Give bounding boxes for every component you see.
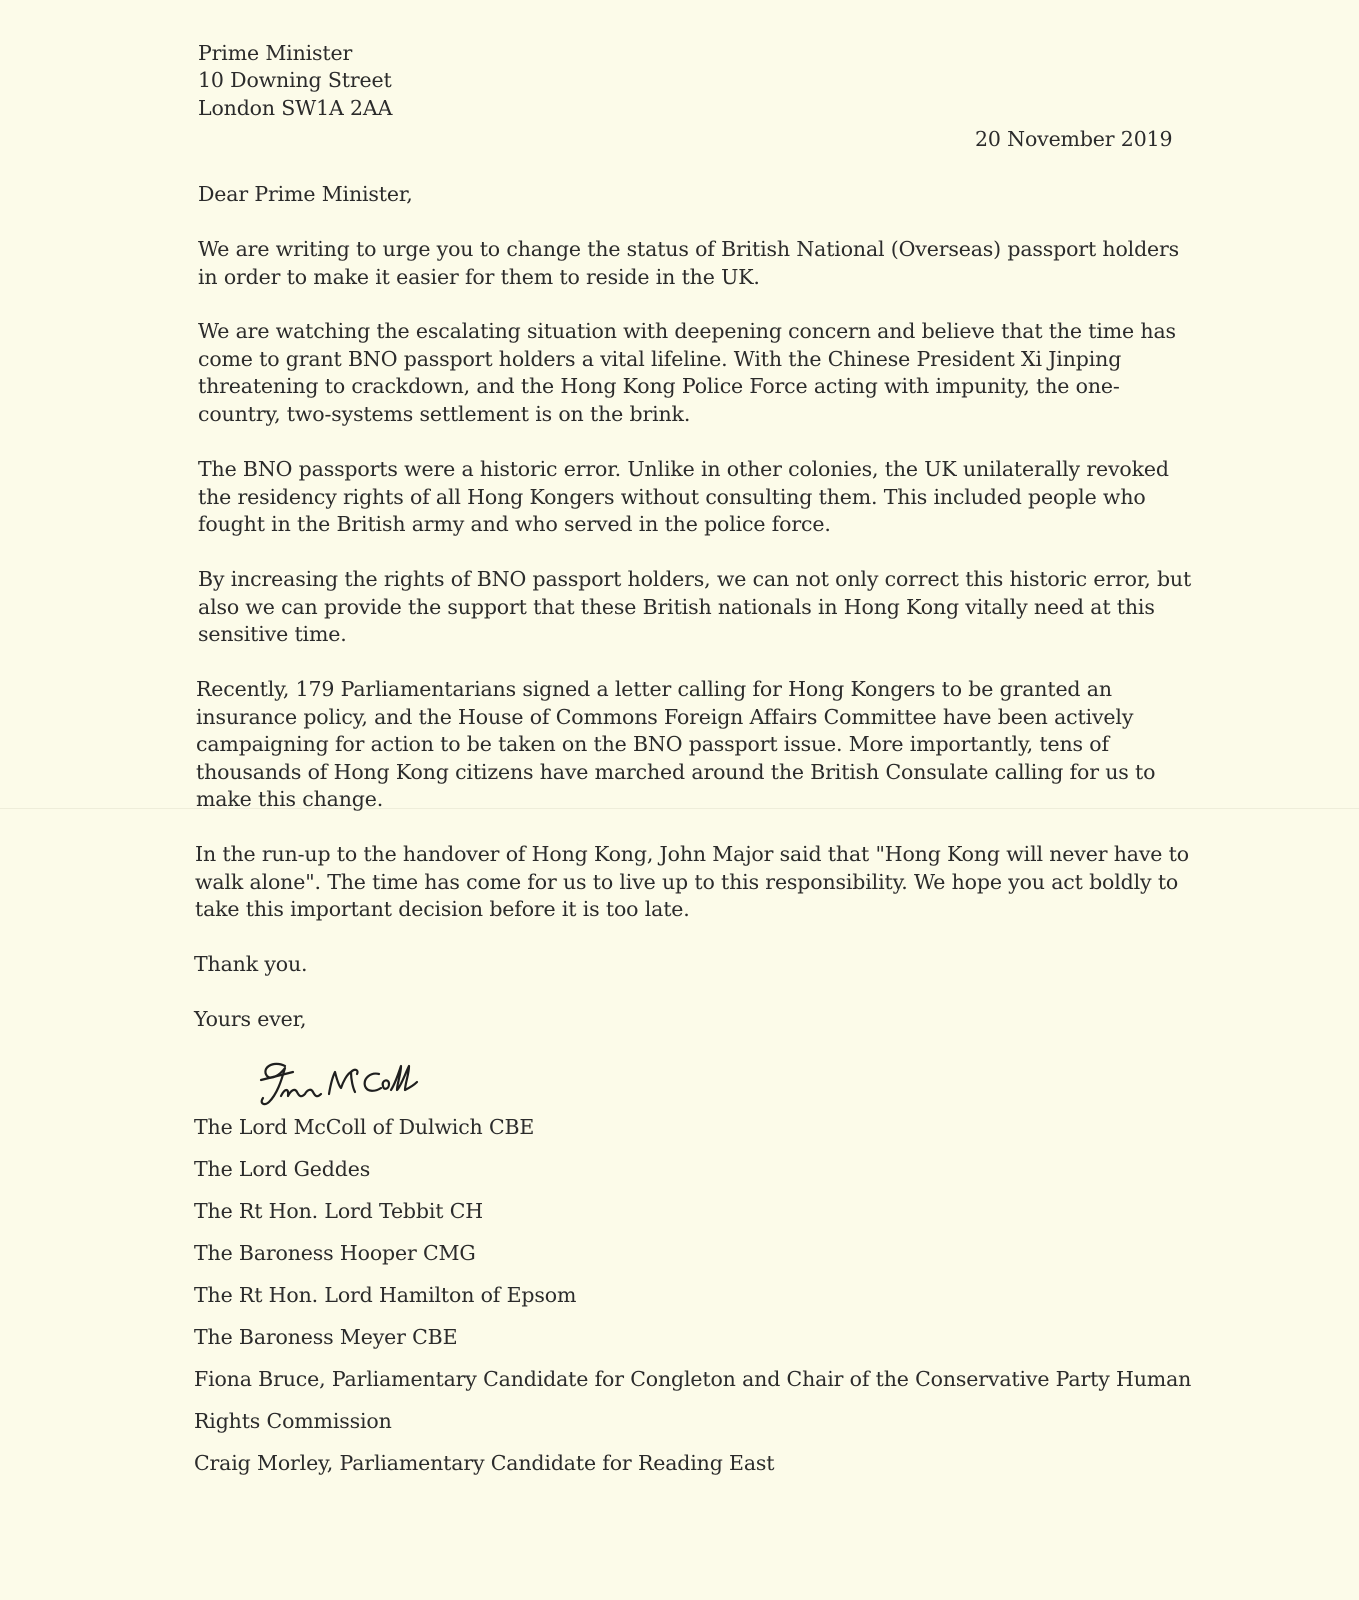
paragraph-line: Recently, 179 Parliamentarians signed a letter calling for Hong Kongers to be granted an <box>196 677 1112 701</box>
paragraph-4 <box>198 566 1192 649</box>
paragraph-3 <box>198 456 1178 539</box>
signatory: The Lord McColl of Dulwich CBE <box>194 1115 535 1139</box>
recipient-line-1: Prime Minister <box>198 41 353 65</box>
paragraph-6 <box>195 841 1189 924</box>
closing-line: Yours ever, <box>194 1007 307 1031</box>
signatory: The Rt Hon. Lord Hamilton of Epsom <box>194 1283 577 1307</box>
signatory: Rights Commission <box>194 1409 392 1433</box>
paragraph-line: take this important decision before it is too late. <box>195 897 690 921</box>
paragraph-line: fought in the British army and who served in the police force. <box>198 512 831 536</box>
paragraph-line: We are writing to urge you to change the status of British National (Overseas) passport holders <box>198 237 1180 261</box>
paragraph-line: walk alone". The time has come for us to live up to this responsibility. We hope you act boldly to <box>195 869 1179 894</box>
signatory: The Rt Hon. Lord Tebbit CH <box>194 1199 483 1223</box>
paragraph-line: thousands of Hong Kong citizens have marched around the British Consulate calling for us to <box>196 759 1156 784</box>
paragraph-line: threatening to crackdown, and the Hong Kong Police Force acting with impunity, the one- <box>198 374 1120 398</box>
paragraph-line: insurance policy, and the House of Commons Foreign Affairs Committee have been actively <box>196 704 1134 729</box>
paragraph-line: in order to make it easier for them to reside in the UK. <box>198 264 760 289</box>
paragraph-line: also we can provide the support that these British nationals in Hong Kong vitally need at this <box>198 594 1155 619</box>
paragraph-line: The BNO passports were a historic error. Unlike in other colonies, the UK unilaterally revoked <box>198 457 1169 481</box>
paragraph-line: country, two-systems settlement is on the brink. <box>198 401 691 426</box>
signatory: The Lord Geddes <box>194 1157 371 1181</box>
signatory: The Baroness Meyer CBE <box>194 1325 458 1349</box>
paragraph-5 <box>196 676 1176 814</box>
thanks-line: Thank you. <box>194 952 308 976</box>
paragraph-line: By increasing the rights of BNO passport holders, we can not only correct this historic error, but <box>198 567 1192 591</box>
paragraph-line: make this change. <box>196 787 384 811</box>
paragraph-line: the residency rights of all Hong Kongers without consulting them. This included people who <box>198 484 1146 509</box>
signatory: Fiona Bruce, Parliamentary Candidate for Congleton and Chair of the Conservative Party Human <box>194 1367 1192 1391</box>
salutation: Dear Prime Minister, <box>198 182 413 206</box>
signatory: The Baroness Hooper CMG <box>194 1241 476 1265</box>
recipient-line-3: London SW1A 2AA <box>198 96 393 120</box>
letter-date: 20 November 2019 <box>975 127 1173 151</box>
paragraph-line: sensitive time. <box>198 622 347 646</box>
handwritten-signature <box>255 1058 425 1118</box>
paragraph-1 <box>198 236 1178 291</box>
paragraph-line: In the run-up to the handover of Hong Kong, John Major said that "Hong Kong will never have to <box>195 842 1189 866</box>
paragraph-line: come to grant BNO passport holders a vital lifeline. With the Chinese President Xi Jinping <box>198 346 1122 371</box>
recipient-line-2: 10 Downing Street <box>198 68 392 92</box>
paragraph-line: We are watching the escalating situation with deepening concern and believe that the time has <box>198 319 1176 343</box>
signatory: Craig Morley, Parliamentary Candidate for Reading East <box>194 1451 775 1475</box>
paragraph-line: campaigning for action to be taken on the BNO passport issue. More importantly, tens of <box>196 732 1109 756</box>
paragraph-2 <box>198 318 1178 428</box>
